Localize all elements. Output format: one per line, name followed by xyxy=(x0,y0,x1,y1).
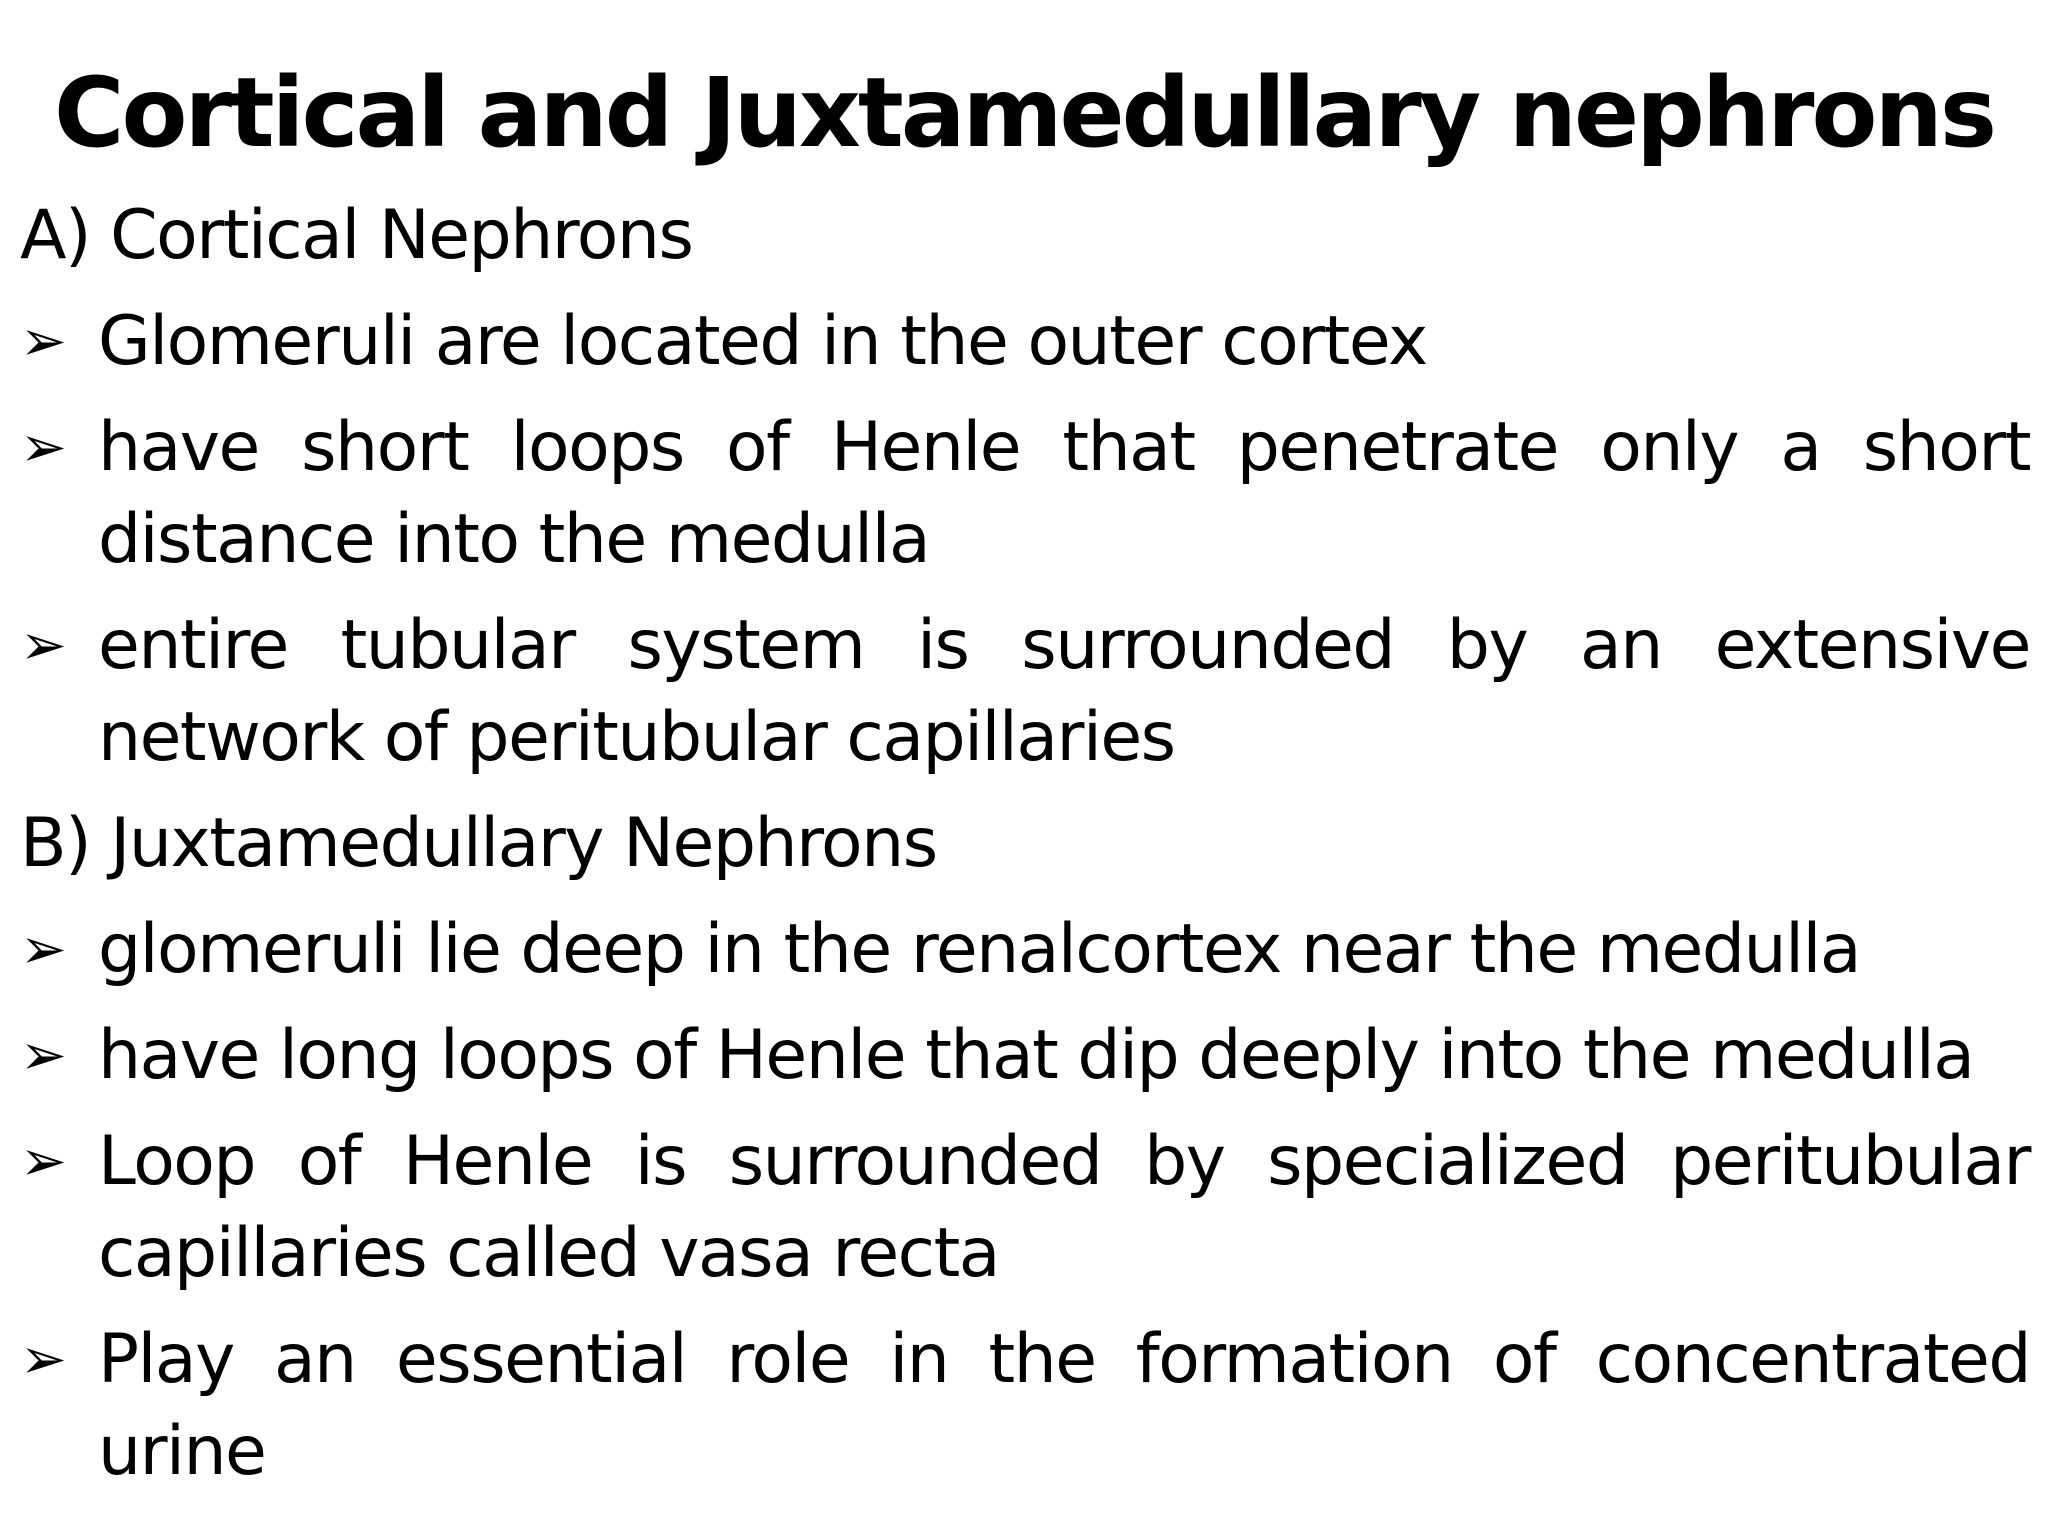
arrow-bullet-icon: ➢ xyxy=(20,613,67,678)
bullet-text: Play an essential role in the formation of concentrated urine xyxy=(98,1320,2030,1491)
bullet-text: glomeruli lie deep in the renalcortex near the medulla xyxy=(98,910,1861,989)
list-item xyxy=(20,402,2030,586)
list-item xyxy=(20,1116,2030,1300)
arrow-bullet-icon: ➢ xyxy=(20,309,67,374)
bullet-text: Glomeruli are located in the outer cortex xyxy=(98,302,1427,381)
section-heading-cortical: A) Cortical Nephrons xyxy=(20,196,693,275)
list-item xyxy=(20,1010,2030,1102)
bullet-text: have long loops of Henle that dip deeply into the medulla xyxy=(98,1016,1974,1095)
bullet-text: entire tubular system is surrounded by an extensive network of peritubular capillaries xyxy=(98,606,2030,777)
slide-title: Cortical and Juxtamedullary nephrons xyxy=(54,57,1994,169)
slide-content xyxy=(20,190,2030,1512)
arrow-bullet-icon: ➢ xyxy=(20,1023,67,1088)
section-heading-juxtamedullary: B) Juxtamedullary Nephrons xyxy=(20,804,937,883)
list-item xyxy=(20,904,2030,996)
arrow-bullet-icon: ➢ xyxy=(20,415,67,480)
list-item xyxy=(20,296,2030,388)
arrow-bullet-icon: ➢ xyxy=(20,917,67,982)
arrow-bullet-icon: ➢ xyxy=(20,1327,67,1392)
bullet-text: have short loops of Henle that penetrate only a short distance into the medulla xyxy=(98,408,2030,579)
list-item xyxy=(20,600,2030,784)
list-item xyxy=(20,1314,2030,1498)
arrow-bullet-icon: ➢ xyxy=(20,1129,67,1194)
bullet-text: Loop of Henle is surrounded by specialized peritubular capillaries called vasa recta xyxy=(98,1122,2030,1293)
